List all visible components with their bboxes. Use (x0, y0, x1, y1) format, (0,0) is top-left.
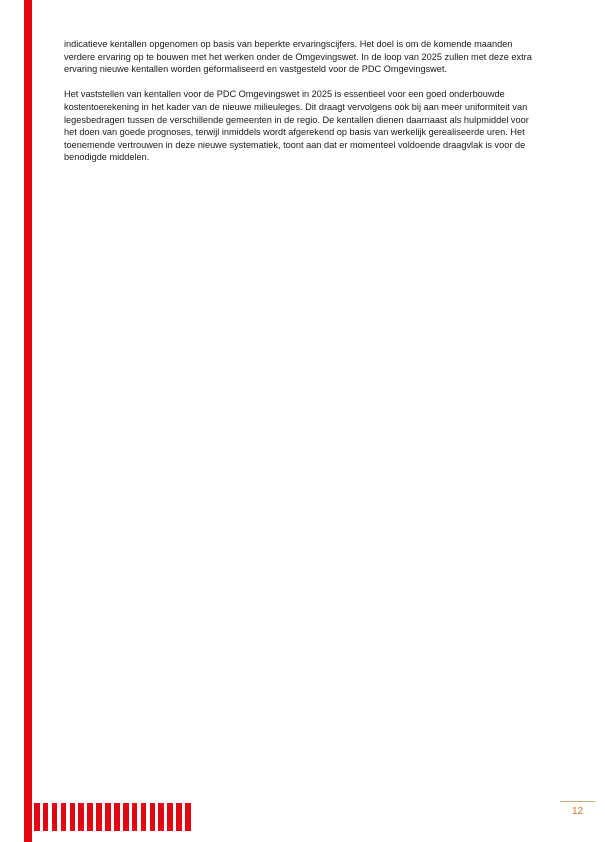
page-number-rule (560, 801, 595, 802)
paragraph-1: indicatieve kentallen opgenomen op basis van beperkte ervaringscijfers. Het doel is om de komende maanden verdere ervaring op te bouwen met het werken onder de Omgevingswet. In de loop van 2025 zullen met deze extra ervaring nieuwe kentallen worden geformaliseerd en vastgesteld voor de PDC Omgevingswet. (64, 39, 532, 75)
paragraph-2: Het vaststellen van kentallen voor de PDC Omgevingswet in 2025 is essentieel voor een goed onderbouwde kostentoerekening in het kader van de nieuwe milieuleges. Dit draagt vervolgens ook bij aan meer uniformiteit van legesbedragen tussen de verschillende gemeenten in de regio. De kentallen dienen daarnaast als hulpmiddel voor het doen van goede prognoses, terwijl inmiddels wordt afgerekend op basis van werkelijk gerealiseerde uren. Het toenemende vertrouwen in deze nieuwe systematiek, toont aan dat er momenteel voldoende draagvlak is voor de benodigde middelen. (64, 89, 529, 163)
document-body (64, 38, 544, 177)
page-number: 12 (571, 806, 584, 817)
left-red-bar (24, 0, 32, 842)
footer-stripes-decoration (34, 803, 191, 831)
